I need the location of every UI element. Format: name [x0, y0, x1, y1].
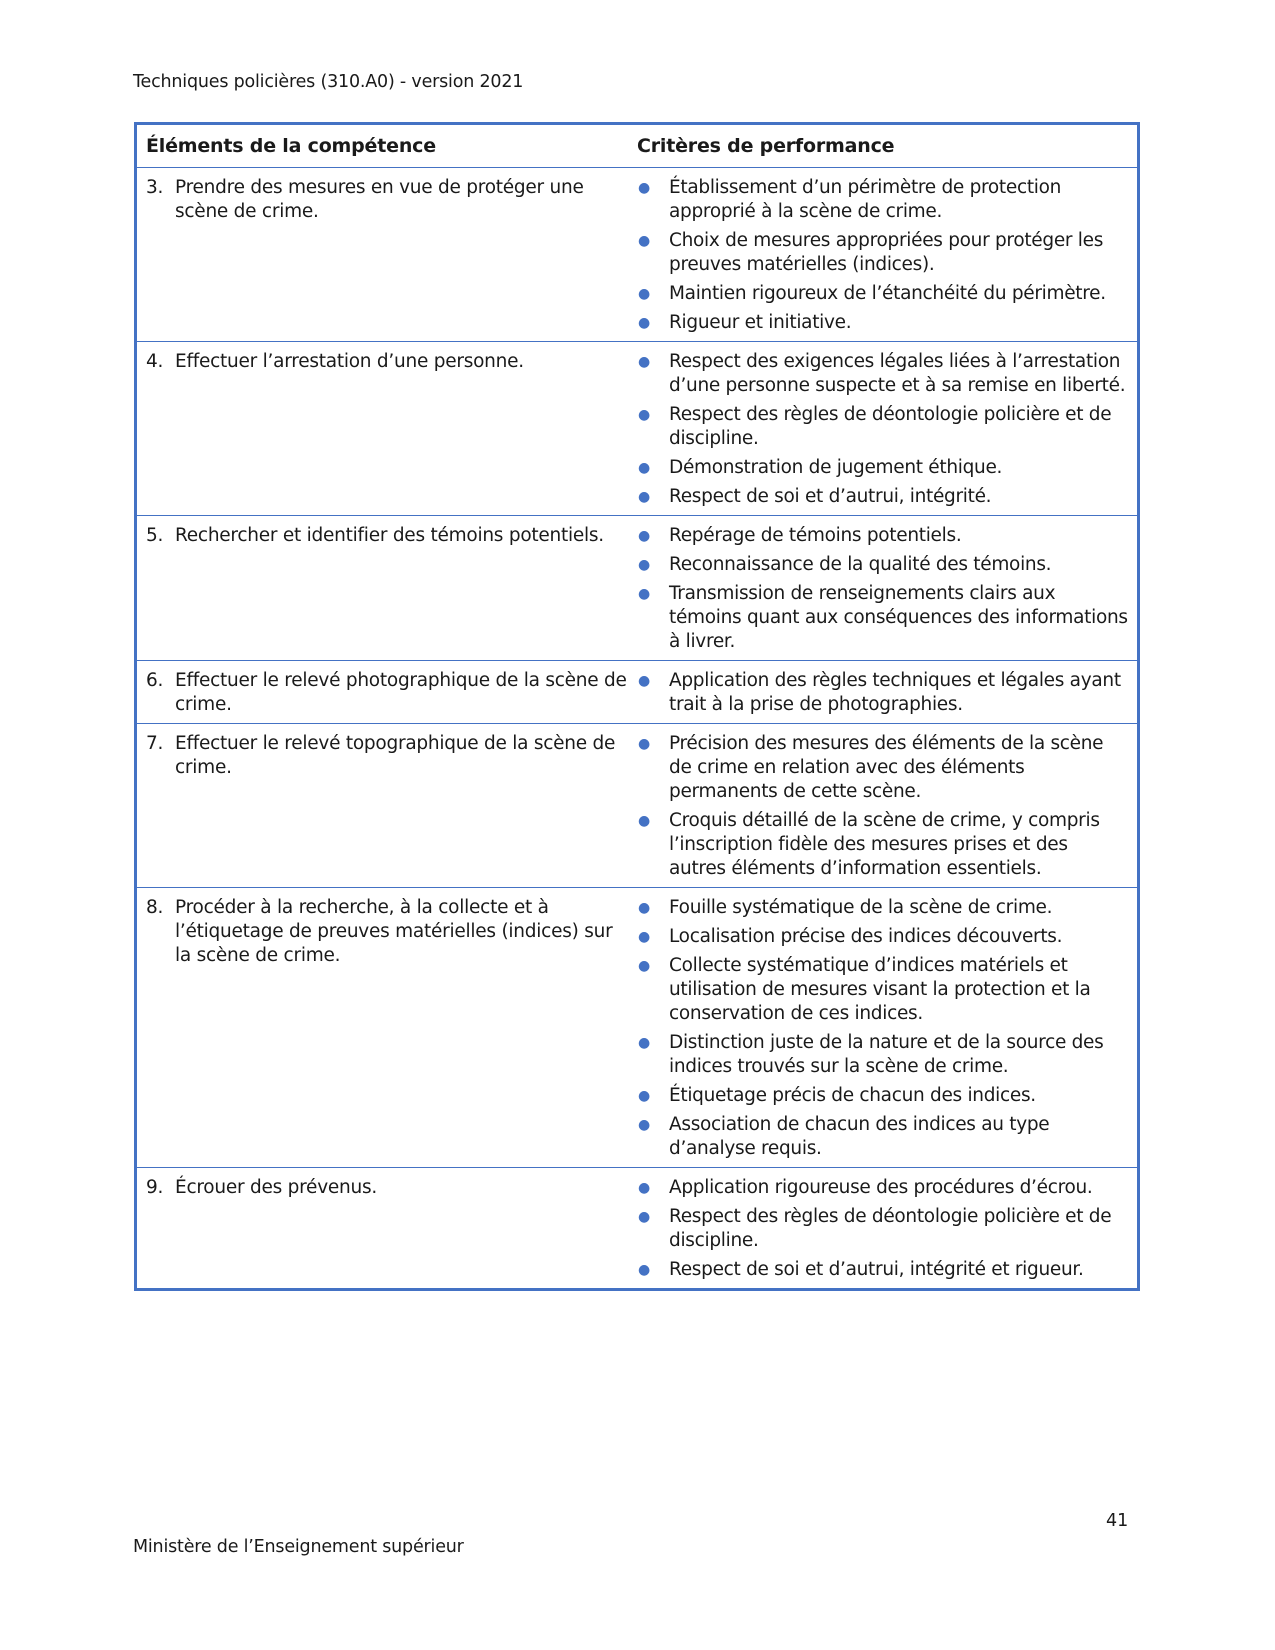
page-footer: Ministère de l’Enseignement supérieur [133, 1537, 464, 1557]
criteria-item [638, 229, 1129, 277]
bullet-icon: ● [638, 528, 650, 544]
table-row [137, 887, 1137, 1167]
element-number: 6. [146, 670, 164, 691]
criteria-item [638, 1113, 1129, 1161]
criteria-item [638, 925, 1129, 949]
competence-element [146, 732, 627, 780]
criteria-text: Distinction juste de la nature et de la source des indices trouvés sur la scène de crime. [669, 1032, 1104, 1077]
criteria-text: Collecte systématique d’indices matériels et utilisation de mesures visant la protection et la conservation de ces indices. [669, 955, 1091, 1024]
criteria-item [638, 403, 1129, 451]
criteria-item [638, 282, 1129, 306]
element-text: Rechercher et identifier des témoins potentiels. [175, 525, 604, 546]
bullet-icon: ● [638, 929, 650, 945]
competence-element [146, 669, 627, 717]
table-row [137, 660, 1137, 723]
criteria-text: Précision des mesures des éléments de la scène de crime en relation avec des éléments permanents de cette scène. [669, 733, 1104, 802]
criteria-item [638, 176, 1129, 224]
criteria-item [638, 456, 1129, 480]
page-header: Techniques policières (310.A0) - version 2021 [133, 72, 524, 92]
criteria-text: Respect des règles de déontologie policière et de discipline. [669, 1206, 1112, 1251]
element-text: Effectuer le relevé topographique de la scène de crime. [175, 733, 616, 778]
table-row [137, 1167, 1137, 1288]
table-row [137, 515, 1137, 660]
page-number: 41 [1106, 1511, 1129, 1531]
bullet-icon: ● [638, 460, 650, 476]
criteria-text: Localisation précise des indices découverts. [669, 926, 1063, 947]
column-header-elements: Éléments de la compétence [146, 135, 436, 157]
element-cell [137, 168, 635, 341]
element-cell [137, 724, 635, 887]
bullet-icon: ● [638, 673, 650, 689]
element-text: Procéder à la recherche, à la collecte et à l’étiquetage de preuves matérielles (indices) sur la scène de crime. [175, 897, 613, 966]
criteria-item [638, 896, 1129, 920]
competence-table [134, 122, 1140, 1291]
criteria-text: Choix de mesures appropriées pour protéger les preuves matérielles (indices). [669, 230, 1104, 275]
criteria-text: Étiquetage précis de chacun des indices. [669, 1085, 1036, 1106]
element-cell [137, 661, 635, 723]
criteria-text: Rigueur et initiative. [669, 312, 852, 333]
bullet-icon: ● [638, 736, 650, 752]
criteria-text: Transmission de renseignements clairs aux témoins quant aux conséquences des informations à livrer. [669, 583, 1128, 652]
element-number: 3. [146, 177, 164, 198]
element-number: 4. [146, 351, 164, 372]
bullet-icon: ● [638, 180, 650, 196]
criteria-item [638, 1084, 1129, 1108]
criteria-text: Respect des règles de déontologie policière et de discipline. [669, 404, 1112, 449]
bullet-icon: ● [638, 813, 650, 829]
criteria-cell [635, 342, 1137, 515]
criteria-text: Reconnaissance de la qualité des témoins. [669, 554, 1052, 575]
criteria-text: Croquis détaillé de la scène de crime, y compris l’inscription fidèle des mesures prises et des autres éléments d’information essentiels. [669, 810, 1100, 879]
bullet-icon: ● [638, 1117, 650, 1133]
criteria-item [638, 1176, 1129, 1200]
criteria-text: Démonstration de jugement éthique. [669, 457, 1003, 478]
table-row [137, 341, 1137, 515]
element-number: 8. [146, 897, 164, 918]
bullet-icon: ● [638, 586, 650, 602]
competence-element [146, 524, 627, 548]
criteria-item [638, 732, 1129, 804]
element-text: Effectuer l’arrestation d’une personne. [175, 351, 524, 372]
competence-element [146, 896, 627, 968]
element-cell [137, 342, 635, 515]
column-header-criteria: Critères de performance [637, 135, 895, 157]
criteria-text: Fouille systématique de la scène de crime. [669, 897, 1053, 918]
element-cell [137, 888, 635, 1167]
bullet-icon: ● [638, 354, 650, 370]
bullet-icon: ● [638, 1262, 650, 1278]
criteria-item [638, 954, 1129, 1026]
criteria-cell [635, 724, 1137, 887]
table-body [137, 167, 1137, 1288]
competence-element [146, 1176, 627, 1200]
criteria-cell [635, 661, 1137, 723]
bullet-icon: ● [638, 315, 650, 331]
criteria-text: Respect de soi et d’autrui, intégrité. [669, 486, 992, 507]
criteria-item [638, 669, 1129, 717]
criteria-cell [635, 168, 1137, 341]
criteria-item [638, 1205, 1129, 1253]
bullet-icon: ● [638, 557, 650, 573]
criteria-item [638, 350, 1129, 398]
bullet-icon: ● [638, 233, 650, 249]
bullet-icon: ● [638, 900, 650, 916]
element-number: 5. [146, 525, 164, 546]
criteria-item [638, 582, 1129, 654]
criteria-item [638, 485, 1129, 509]
bullet-icon: ● [638, 407, 650, 423]
bullet-icon: ● [638, 1180, 650, 1196]
competence-element [146, 350, 627, 374]
element-text: Prendre des mesures en vue de protéger une scène de crime. [175, 177, 584, 222]
criteria-item [638, 809, 1129, 881]
criteria-text: Respect des exigences légales liées à l’arrestation d’une personne suspecte et à sa remise en liberté. [669, 351, 1126, 396]
element-cell [137, 516, 635, 660]
criteria-item [638, 311, 1129, 335]
criteria-text: Association de chacun des indices au type d’analyse requis. [669, 1114, 1050, 1159]
criteria-cell [635, 888, 1137, 1167]
criteria-text: Application des règles techniques et légales ayant trait à la prise de photographies. [669, 670, 1121, 715]
table-row [137, 723, 1137, 887]
criteria-text: Application rigoureuse des procédures d’écrou. [669, 1177, 1093, 1198]
element-cell [137, 1168, 635, 1288]
element-text: Écrouer des prévenus. [175, 1177, 377, 1198]
criteria-item [638, 524, 1129, 548]
criteria-item [638, 553, 1129, 577]
element-text: Effectuer le relevé photographique de la scène de crime. [175, 670, 627, 715]
bullet-icon: ● [638, 489, 650, 505]
bullet-icon: ● [638, 1088, 650, 1104]
element-number: 9. [146, 1177, 164, 1198]
criteria-cell [635, 516, 1137, 660]
criteria-item [638, 1258, 1129, 1282]
bullet-icon: ● [638, 958, 650, 974]
criteria-item [638, 1031, 1129, 1079]
criteria-text: Respect de soi et d’autrui, intégrité et rigueur. [669, 1259, 1084, 1280]
element-number: 7. [146, 733, 164, 754]
table-header-row [137, 125, 1137, 167]
competence-element [146, 176, 627, 224]
bullet-icon: ● [638, 1209, 650, 1225]
criteria-cell [635, 1168, 1137, 1288]
bullet-icon: ● [638, 1035, 650, 1051]
bullet-icon: ● [638, 286, 650, 302]
criteria-text: Maintien rigoureux de l’étanchéité du périmètre. [669, 283, 1106, 304]
criteria-text: Établissement d’un périmètre de protection approprié à la scène de crime. [669, 177, 1062, 222]
table-row [137, 167, 1137, 341]
criteria-text: Repérage de témoins potentiels. [669, 525, 962, 546]
